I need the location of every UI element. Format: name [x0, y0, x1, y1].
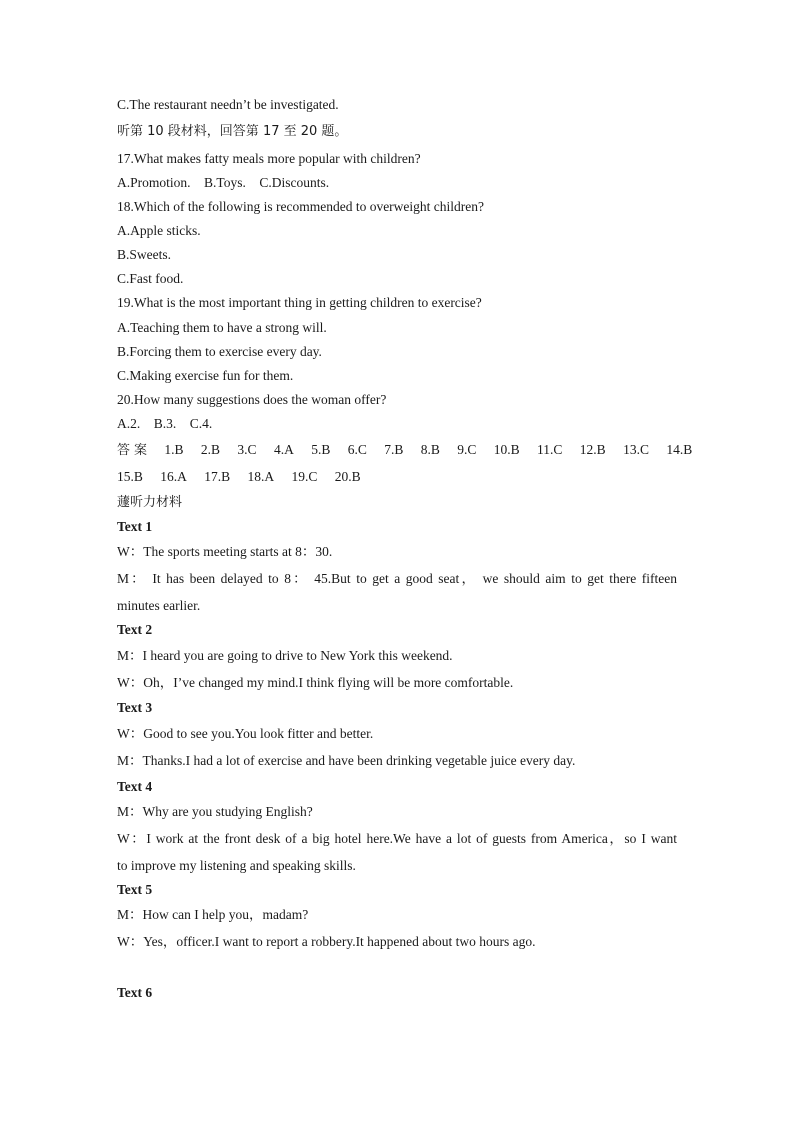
text-3-title: Text 3 — [117, 700, 153, 715]
question-20-options: A.2. B.3. C.4. — [117, 416, 213, 431]
answer-item: 10.B — [493, 442, 520, 457]
question-18-option-b: B.Sweets. — [117, 247, 171, 262]
text-4-line-1: M：Why are you studying English? — [117, 804, 313, 819]
answer-item: 6.C — [347, 442, 367, 457]
answer-item: 5.B — [311, 442, 331, 457]
section-10-instruction: 听第 10 段材料，回答第 17 至 20 题。 — [117, 124, 348, 139]
answer-key-row-2 — [117, 469, 375, 485]
answer-key-label: 答案 — [117, 443, 152, 458]
text-1-line-1: W：The sports meeting starts at 8：30. — [117, 544, 333, 559]
text-1-title: Text 1 — [117, 519, 153, 534]
answer-item: 1.B — [164, 442, 184, 457]
q16-option-c: C.The restaurant needn’t be investigated. — [117, 97, 339, 112]
text-3-line-1: W：Good to see you.You look fitter and better. — [117, 726, 374, 741]
text-3-line-2: M：Thanks.I had a lot of exercise and have been drinking vegetable juice every day. — [117, 753, 576, 768]
answer-item: 16.A — [160, 469, 187, 484]
text-2-line-2: W：Oh，I’ve changed my mind.I think flying will be more comfortable. — [117, 675, 514, 690]
question-18: 18.Which of the following is recommended to overweight children? — [117, 199, 485, 214]
question-18-option-c: C.Fast food. — [117, 271, 184, 286]
answer-item: 12.B — [579, 442, 606, 457]
question-19: 19.What is the most important thing in getting children to exercise? — [117, 295, 482, 310]
answer-item: 9.C — [457, 442, 477, 457]
text-2-line-1: M：I heard you are going to drive to New York this weekend. — [117, 648, 453, 663]
text-5-title: Text 5 — [117, 882, 153, 897]
answer-item: 7.B — [384, 442, 404, 457]
question-18-option-a: A.Apple sticks. — [117, 223, 201, 238]
answer-item: 17.B — [204, 469, 231, 484]
answer-key-row-1 — [117, 442, 692, 459]
text-6-title: Text 6 — [117, 985, 153, 1000]
question-19-option-c: C.Making exercise fun for them. — [117, 368, 294, 383]
answer-item: 11.C — [537, 442, 563, 457]
answer-item: 2.B — [200, 442, 221, 457]
answer-item: 13.C — [623, 442, 649, 457]
answer-item: 18.A — [247, 469, 275, 484]
text-4-line-3: to improve my listening and speaking skills. — [117, 858, 356, 873]
text-2-title: Text 2 — [117, 622, 153, 637]
question-19-option-a: A.Teaching them to have a strong will. — [117, 320, 327, 335]
text-1-line-2: M： It has been delayed to 8： 45.But to get a good seat， we should aim to get there fifteen — [117, 571, 677, 586]
text-5-line-2: W：Yes，officer.I want to report a robbery.It happened about two hours ago. — [117, 934, 536, 949]
answer-item: 8.B — [420, 442, 440, 457]
text-5-line-1: M：How can I help you，madam? — [117, 907, 309, 922]
answer-item: 15.B — [117, 469, 143, 484]
answer-item: 20.B — [334, 469, 361, 484]
question-17-options: A.Promotion. B.Toys. C.Discounts. — [117, 175, 330, 190]
answer-item: 3.C — [237, 442, 257, 457]
text-4-line-2: W：I work at the front desk of a big hotel here.We have a lot of guests from America，so I want — [117, 831, 677, 846]
text-4-title: Text 4 — [117, 779, 153, 794]
question-19-option-b: B.Forcing them to exercise every day. — [117, 344, 322, 359]
question-17: 17.What makes fatty meals more popular with children? — [117, 151, 421, 166]
question-20: 20.How many suggestions does the woman offer? — [117, 392, 387, 407]
transcript-heading: 蘧听力材料 — [117, 495, 183, 510]
text-1-line-3: minutes earlier. — [117, 598, 201, 613]
answer-item: 19.C — [291, 469, 318, 484]
answer-item: 4.A — [273, 442, 294, 457]
answer-item: 14.B — [666, 442, 693, 457]
